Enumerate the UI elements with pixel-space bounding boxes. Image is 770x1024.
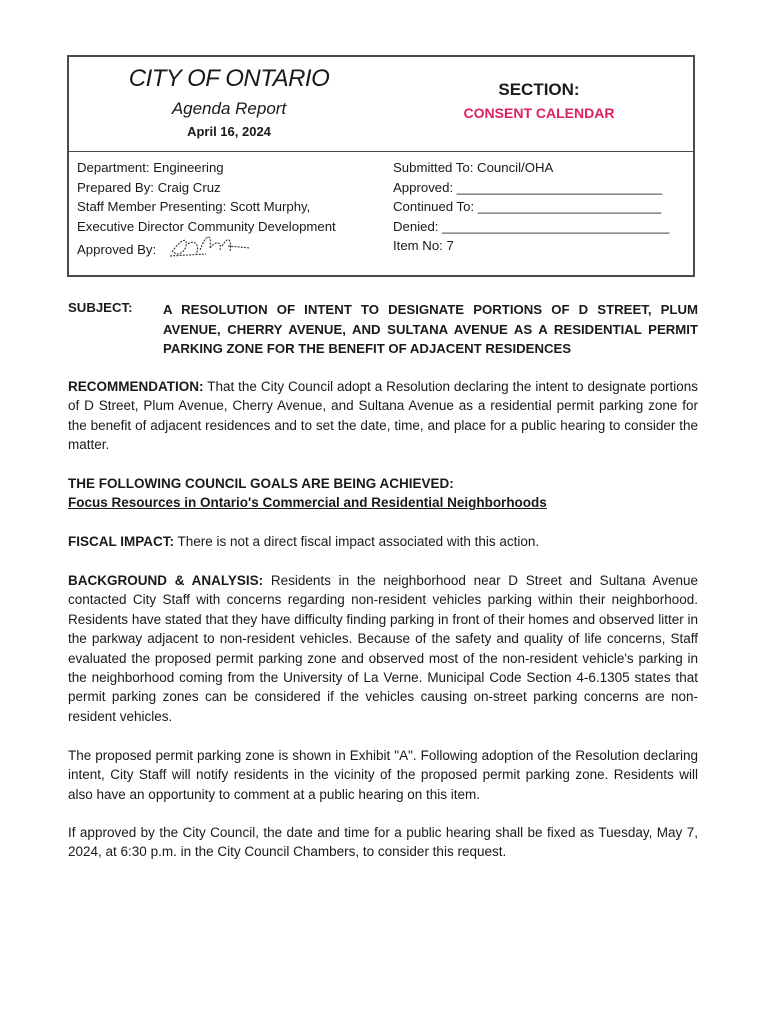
exhibit-paragraph: The proposed permit parking zone is shown in Exhibit "A". Following adoption of the Resolution declaring intent, City Staff will notify residents in the vicinity of the proposed permit parking zone. Residents will also have an opportunity to comment at a public hearing on this item. bbox=[68, 748, 698, 802]
submission-info bbox=[393, 158, 693, 256]
fiscal-impact-text: There is not a direct fiscal impact associated with this action. bbox=[177, 534, 540, 549]
fiscal-impact-label: FISCAL IMPACT: bbox=[68, 534, 174, 549]
submitted-to-line: Submitted To: Council/OHA bbox=[393, 160, 554, 175]
subject-label: SUBJECT: bbox=[68, 300, 133, 315]
background-text: Residents in the neighborhood near D Street and Sultana Avenue contacted City Staff with concerns regarding non-resident vehicles parking within their neighborhood. Residents have stated that they have difficulty finding parking in front of their homes and observed litter in the parkway adjacent to non-resident vehicles. Because of the safety and quality of life concerns, Staff evaluated the proposed permit parking zone and observed most of the non-resident vehicle's parking in the neighborhood coming from the University of La Verne. Municipal Code Section 4-6.1305 states that permit parking zones can be considered if the vehicles causing on-street parking concerns are non-resident vehicles. bbox=[68, 573, 698, 724]
subject-text: A RESOLUTION OF INTENT TO DESIGNATE PORTIONS OF D STREET, PLUM AVENUE, CHERRY AVENUE, AND SULTANA AVENUE AS A RESIDENTIAL PERMIT PARKING ZONE FOR THE BENEFIT OF ADJACENT RESIDENCES bbox=[163, 302, 698, 356]
fiscal-impact-paragraph bbox=[68, 532, 698, 551]
background-label: BACKGROUND & ANALYSIS: bbox=[68, 573, 264, 588]
staff-presenting-line: Staff Member Presenting: Scott Murphy, bbox=[77, 199, 311, 214]
public-hearing-paragraph: If approved by the City Council, the date and time for a public hearing shall be fixed as Tuesday, May 7, 2024, at 6:30 p.m. in the City Council Chambers, to consider this request. bbox=[68, 825, 698, 860]
approved-by-row bbox=[77, 236, 387, 266]
report-date: April 16, 2024 bbox=[187, 124, 271, 139]
continued-to-line: Continued To: _________________________ bbox=[393, 199, 662, 214]
item-number-line: Item No: 7 bbox=[393, 238, 454, 253]
header-top-row bbox=[69, 57, 693, 152]
prepared-by-line: Prepared By: Craig Cruz bbox=[77, 179, 221, 195]
approved-by-line: Approved By: bbox=[77, 242, 157, 258]
city-title: CITY OF ONTARIO bbox=[128, 65, 330, 92]
report-type: Agenda Report bbox=[171, 99, 287, 118]
signature-image bbox=[166, 226, 256, 266]
staff-title-line: Executive Director Community Development bbox=[77, 218, 336, 234]
recommendation-text: That the City Council adopt a Resolution declaring the intent to designate portions of D Street, Plum Avenue, Cherry Avenue, and Sultana Avenue as a residential permit parking zone for the benefit of adjacent residences and to set the date, time, and place for a public hearing to consider the matter. bbox=[68, 379, 698, 453]
background-paragraph bbox=[68, 571, 698, 726]
council-goal-item: Focus Resources in Ontario's Commercial and Residential Neighborhoods bbox=[68, 495, 547, 511]
recommendation-paragraph bbox=[68, 377, 698, 455]
agenda-header-box bbox=[67, 55, 695, 277]
approved-line: Approved: ____________________________ bbox=[393, 179, 663, 195]
section-label: SECTION: bbox=[498, 80, 580, 99]
council-goals-section bbox=[68, 474, 698, 513]
section-value: CONSENT CALENDAR bbox=[463, 105, 615, 121]
department-line: Department: Engineering bbox=[77, 160, 224, 175]
denied-line: Denied: _______________________________ bbox=[393, 218, 670, 234]
council-goals-heading: THE FOLLOWING COUNCIL GOALS ARE BEING ACHIEVED: bbox=[68, 476, 454, 491]
department-info bbox=[77, 158, 387, 266]
recommendation-label: RECOMMENDATION: bbox=[68, 379, 204, 394]
